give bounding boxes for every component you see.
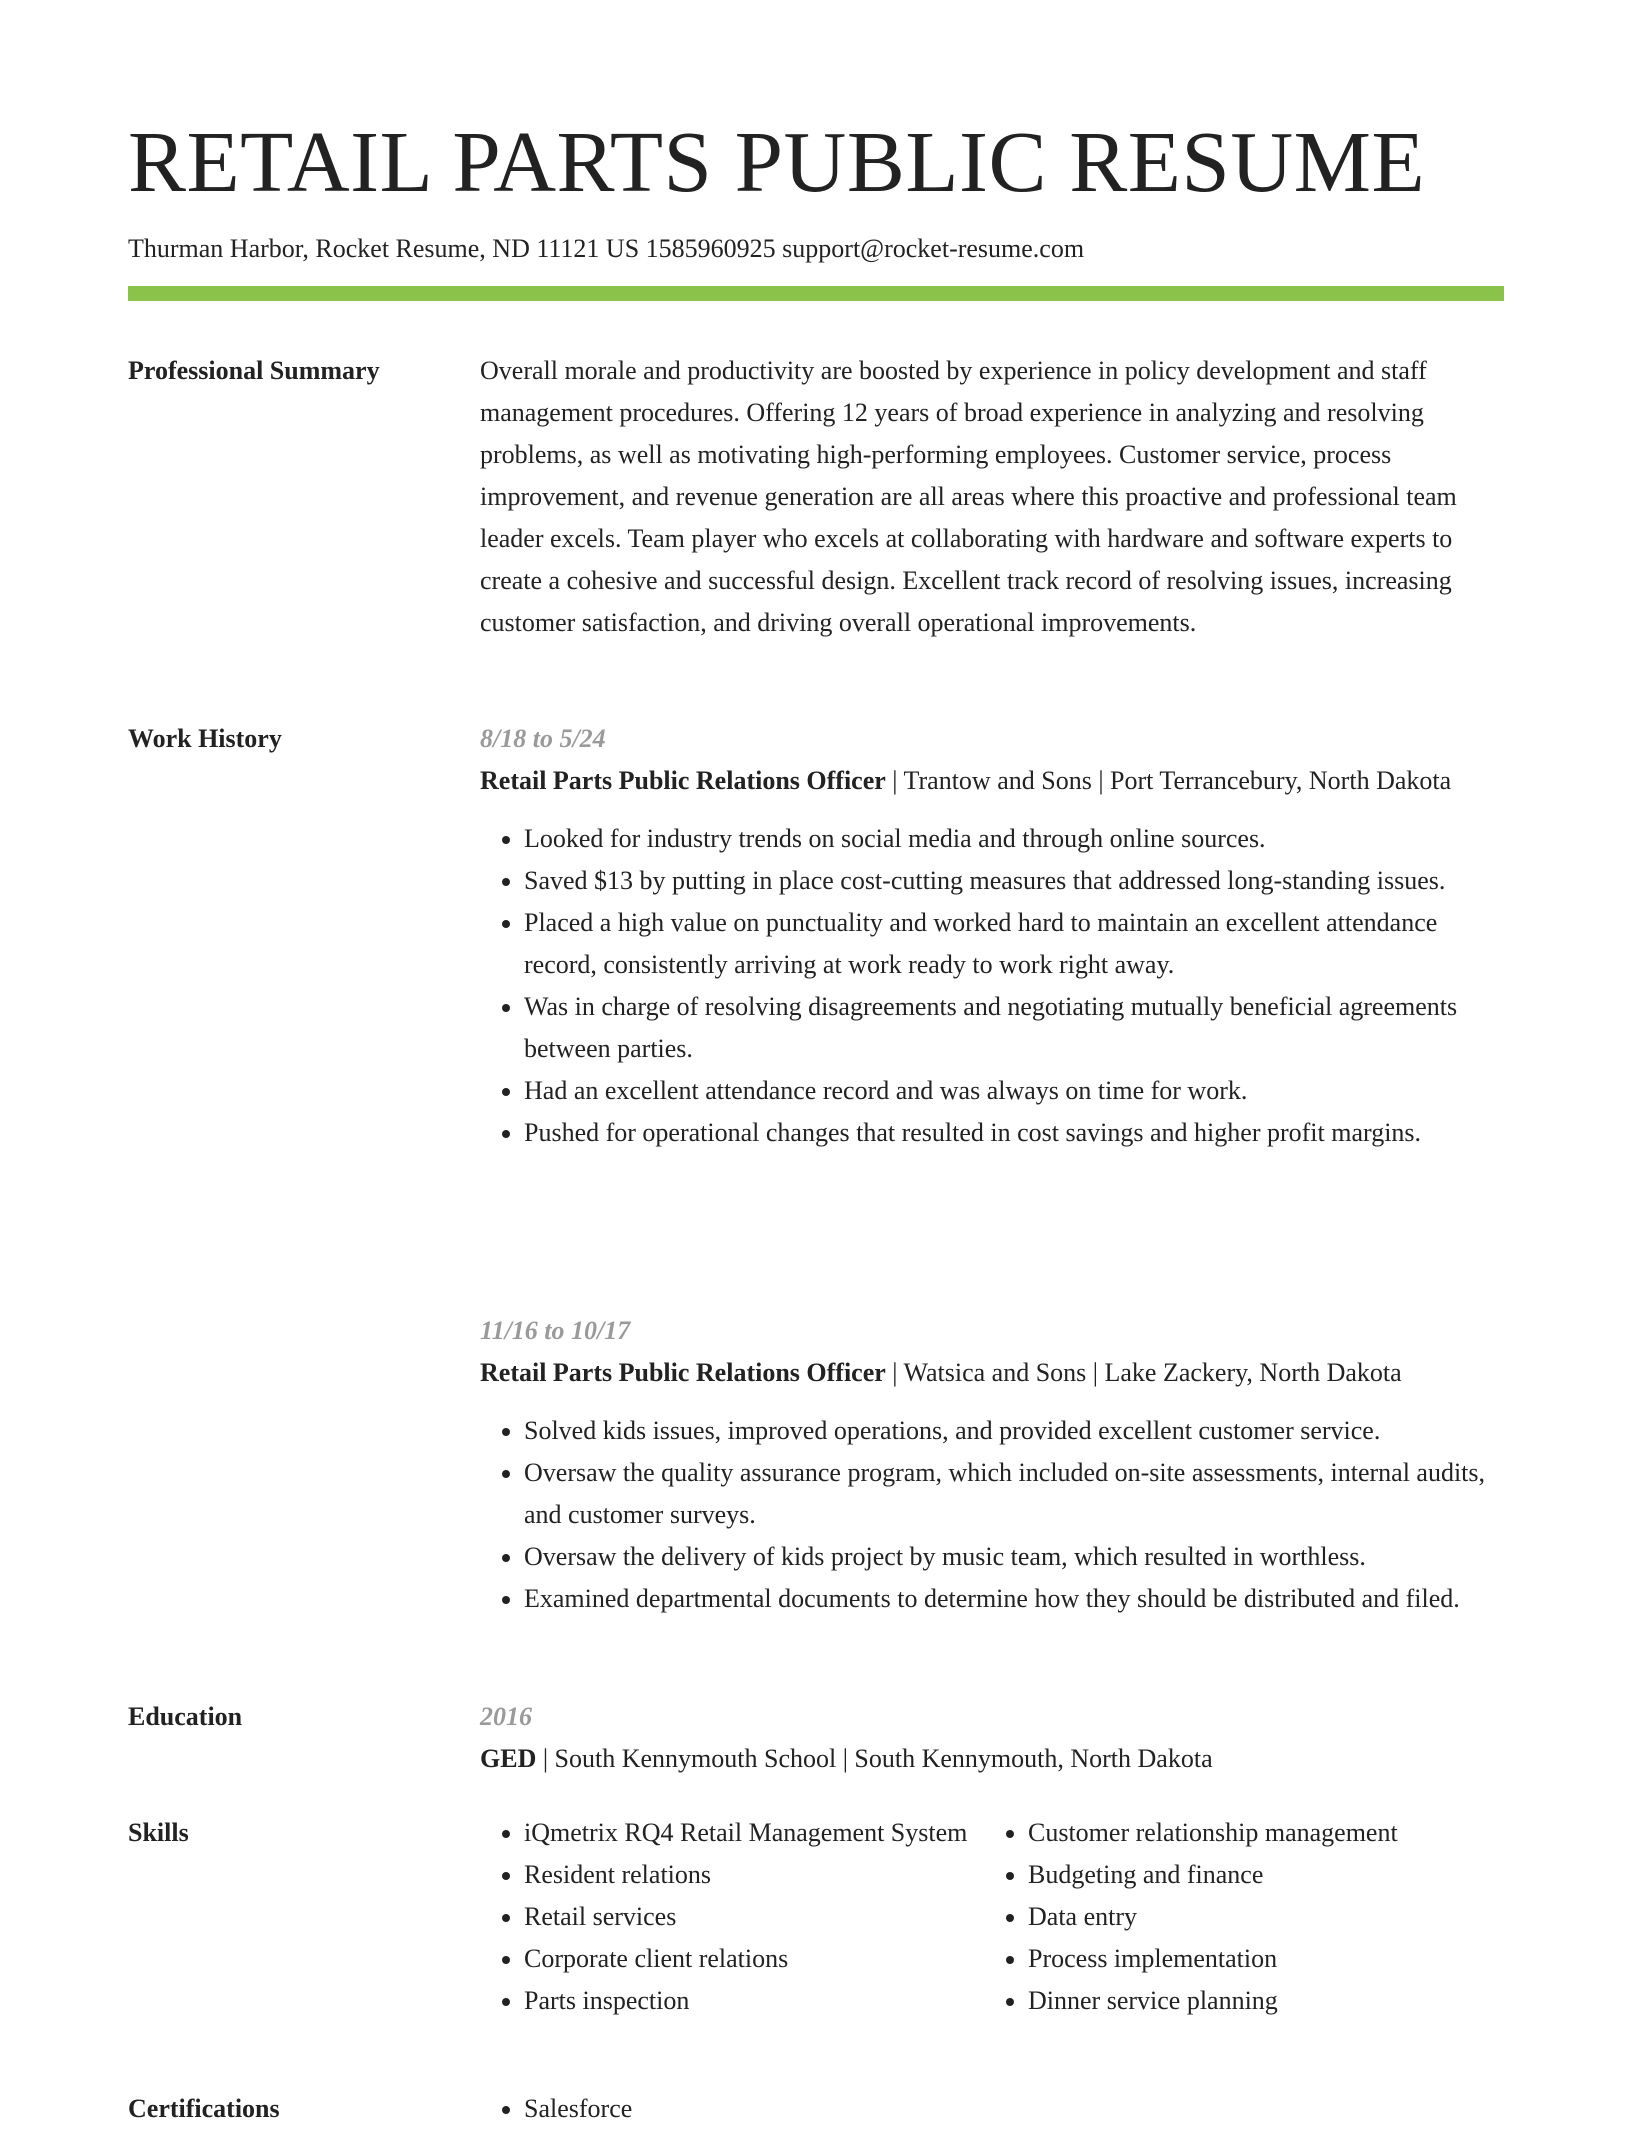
skill-item: • Dinner service planning xyxy=(1028,1980,1474,2022)
skill-item: • Process implementation xyxy=(1028,1938,1474,1980)
list-item: • Had an excellent attendance record and was always on time for work. xyxy=(524,1070,1506,1112)
job-entry xyxy=(480,1310,1506,1620)
skill-item: • Retail services xyxy=(524,1896,970,1938)
section-label-work: Work History xyxy=(128,724,282,753)
skills-list xyxy=(480,1812,970,2022)
certifications-list-wrap xyxy=(480,2088,970,2130)
skill-item: • Resident relations xyxy=(524,1854,970,1896)
section-label-certifications: Certifications xyxy=(128,2094,280,2123)
section-label-education: Education xyxy=(128,1702,243,1731)
list-item: • Was in charge of resolving disagreements and negotiating mutually beneficial agreements between parties. xyxy=(524,986,1506,1070)
list-item: • Pushed for operational changes that resulted in cost savings and higher profit margins. xyxy=(524,1112,1506,1154)
certifications-list xyxy=(480,2088,970,2130)
section-label-summary: Professional Summary xyxy=(128,356,380,385)
list-item: • Solved kids issues, improved operations, and provided excellent customer service. xyxy=(524,1410,1506,1452)
job-title: Retail Parts Public Relations Officer xyxy=(480,1358,886,1387)
skills-column-right xyxy=(984,1812,1474,2022)
summary-text: Overall morale and productivity are boosted by experience in policy development and staff management procedures. Offering 12 years of broad experience in analyzing and resolving problems, as well as motivating high-performing employees. Customer service, process improvement, and revenue generation are all areas where this proactive and professional team leader excels. Team player who excels at collaborating with hardware and software experts to create a cohesive and successful design. Excellent track record of resolving issues, increasing customer satisfaction, and driving overall operational improvements. xyxy=(480,356,1457,637)
accent-divider xyxy=(128,286,1504,301)
skill-item: • Data entry xyxy=(1028,1896,1474,1938)
skill-item: • iQmetrix RQ4 Retail Management System xyxy=(524,1812,970,1854)
education-details: | South Kennymouth School | South Kennymouth, North Dakota xyxy=(536,1744,1213,1773)
list-item: • Oversaw the delivery of kids project by music team, which resulted in worthless. xyxy=(524,1536,1506,1578)
education-degree: GED xyxy=(480,1744,537,1773)
contact-line: Thurman Harbor, Rocket Resume, ND 11121 US 1585960925 support@rocket-resume.com xyxy=(128,234,1085,263)
education-line xyxy=(480,1738,1506,1780)
job-bullets xyxy=(480,1410,1506,1620)
job-details: | Trantow and Sons | Port Terrancebury, North Dakota xyxy=(885,766,1452,795)
resume-title: RETAIL PARTS PUBLIC RESUME xyxy=(128,113,1426,210)
list-item: • Saved $13 by putting in place cost-cutting measures that addressed long-standing issues. xyxy=(524,860,1506,902)
job-details: | Watsica and Sons | Lake Zackery, North Dakota xyxy=(885,1358,1402,1387)
education-year: 2016 xyxy=(480,1702,532,1731)
skill-item: • Corporate client relations xyxy=(524,1938,970,1980)
list-item: • Examined departmental documents to determine how they should be distributed and filed. xyxy=(524,1578,1506,1620)
skills-column-left xyxy=(480,1812,970,2022)
certification-item: • Salesforce xyxy=(524,2088,970,2130)
job-title-line xyxy=(480,760,1506,802)
list-item: • Looked for industry trends on social media and through online sources. xyxy=(524,818,1506,860)
job-dates: 8/18 to 5/24 xyxy=(480,724,606,753)
skill-item: • Parts inspection xyxy=(524,1980,970,2022)
skills-list xyxy=(984,1812,1474,2022)
skill-item: • Budgeting and finance xyxy=(1028,1854,1474,1896)
list-item: • Oversaw the quality assurance program, which included on-site assessments, internal audits, and customer surveys. xyxy=(524,1452,1506,1536)
section-label-skills: Skills xyxy=(128,1818,189,1847)
list-item: • Placed a high value on punctuality and worked hard to maintain an excellent attendance record, consistently arriving at work ready to work right away. xyxy=(524,902,1506,986)
job-title-line xyxy=(480,1352,1506,1394)
job-entry xyxy=(480,718,1506,1154)
skill-item: • Customer relationship management xyxy=(1028,1812,1474,1854)
job-dates: 11/16 to 10/17 xyxy=(480,1316,631,1345)
job-bullets xyxy=(480,818,1506,1154)
job-title: Retail Parts Public Relations Officer xyxy=(480,766,886,795)
